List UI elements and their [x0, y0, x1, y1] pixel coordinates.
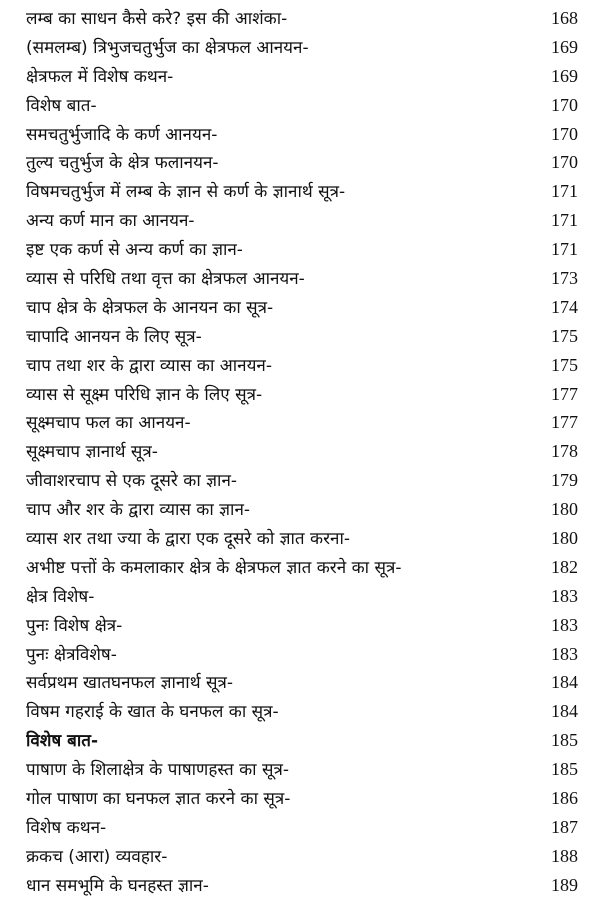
toc-entry-title: चापादि आनयन के लिए सूत्र-: [26, 326, 202, 347]
toc-entry-title: अभीष्ट पत्तों के कमलाकार क्षेत्र के क्षेत्रफल ज्ञात करने का सूत्र-: [26, 557, 402, 578]
toc-entry-title: विशेष बात-: [26, 95, 97, 116]
toc-entry-page-number: 170: [551, 94, 578, 115]
toc-entry-title: पुनः क्षेत्रविशेष-: [26, 644, 117, 665]
toc-entry: [26, 4, 578, 33]
toc-entry-page-number: 177: [551, 412, 578, 433]
toc-entry: [26, 437, 578, 466]
toc-entry: [26, 524, 578, 553]
toc-entry-page-number: 178: [551, 441, 578, 462]
toc-entry: [26, 697, 578, 726]
toc-entry-title: सूक्ष्मचाप फल का आनयन-: [26, 413, 191, 434]
table-of-contents: [26, 4, 578, 900]
toc-entry-title: चाप क्षेत्र के क्षेत्रफल के आनयन का सूत्र-: [26, 297, 274, 318]
toc-entry-page-number: 171: [551, 239, 578, 260]
toc-entry-page-number: 183: [551, 643, 578, 664]
toc-entry-page-number: 184: [551, 701, 578, 722]
toc-entry-title: व्यास से परिधि तथा वृत्त का क्षेत्रफल आनयन-: [26, 269, 305, 290]
toc-entry-page-number: 180: [551, 528, 578, 549]
toc-entry: [26, 322, 578, 351]
toc-entry: [26, 91, 578, 120]
toc-entry-title: व्यास शर तथा ज्या के द्वारा एक दूसरे को ज्ञात करना-: [26, 529, 351, 550]
toc-entry-page-number: 183: [551, 585, 578, 606]
toc-entry-title: विशेष बात-: [26, 731, 99, 752]
toc-entry: [26, 148, 578, 177]
toc-entry: [26, 611, 578, 640]
toc-entry-title: क्षेत्रफल में विशेष कथन-: [26, 66, 174, 87]
toc-entry-page-number: 183: [551, 614, 578, 635]
toc-entry: [26, 755, 578, 784]
toc-entry-page-number: 174: [551, 296, 578, 317]
toc-entry-page-number: 169: [551, 36, 578, 57]
toc-entry-title: इष्ट एक कर्ण से अन्य कर्ण का ज्ञान-: [26, 240, 243, 261]
toc-entry: [26, 466, 578, 495]
toc-entry: [26, 813, 578, 842]
toc-entry-page-number: 182: [551, 556, 578, 577]
toc-entry: [26, 264, 578, 293]
toc-entry: [26, 177, 578, 206]
toc-entry-title: समचतुर्भुजादि के कर्ण आनयन-: [26, 124, 218, 145]
toc-entry: [26, 293, 578, 322]
toc-entry: [26, 206, 578, 235]
toc-entry-page-number: 170: [551, 123, 578, 144]
toc-entry: [26, 62, 578, 91]
toc-entry-page-number: 187: [551, 816, 578, 837]
toc-entry-page-number: 179: [551, 470, 578, 491]
toc-entry: [26, 408, 578, 437]
toc-entry-page-number: 185: [551, 730, 578, 751]
toc-entry-page-number: 169: [551, 65, 578, 86]
toc-entry: [26, 553, 578, 582]
toc-entry-page-number: 189: [551, 874, 578, 895]
toc-entry-page-number: 175: [551, 325, 578, 346]
toc-entry: [26, 351, 578, 380]
toc-entry-title: चाप और शर के द्वारा व्यास का ज्ञान-: [26, 500, 251, 521]
toc-entry-page-number: 170: [551, 152, 578, 173]
toc-entry-title: व्यास से सूक्ष्म परिधि ज्ञान के लिए सूत्र-: [26, 384, 263, 405]
toc-entry-title: सूक्ष्मचाप ज्ञानार्थ सूत्र-: [26, 442, 158, 463]
toc-entry-title: विषम गहराई के खात के घनफल का सूत्र-: [26, 702, 279, 723]
toc-entry-title: पाषाण के शिलाक्षेत्र के पाषाणहस्त का सूत्र-: [26, 760, 289, 781]
toc-entry-title: (समलम्ब) त्रिभुजचतुर्भुज का क्षेत्रफल आनयन-: [26, 37, 309, 58]
toc-entry-page-number: 177: [551, 383, 578, 404]
toc-entry-page-number: 171: [551, 181, 578, 202]
toc-entry-page-number: 185: [551, 759, 578, 780]
toc-entry-title: विशेष कथन-: [26, 817, 107, 838]
toc-entry-page-number: 168: [551, 8, 578, 28]
toc-entry-title: जीवाशरचाप से एक दूसरे का ज्ञान-: [26, 471, 238, 492]
toc-entry-title: लम्ब का साधन कैसे करे? इस की आशंका-: [26, 9, 288, 29]
toc-entry-title: धान समभूमि के घनहस्त ज्ञान-: [26, 875, 209, 896]
toc-entry-title: सर्वप्रथम खातघनफल ज्ञानार्थ सूत्र-: [26, 673, 233, 694]
toc-entry: [26, 120, 578, 149]
toc-entry-page-number: 173: [551, 268, 578, 289]
toc-entry: [26, 33, 578, 62]
toc-entry: [26, 380, 578, 409]
toc-entry: [26, 582, 578, 611]
toc-entry: [26, 842, 578, 871]
toc-entry: [26, 495, 578, 524]
toc-entry: [26, 640, 578, 669]
toc-entry-page-number: 180: [551, 499, 578, 520]
toc-entry-title: चाप तथा शर के द्वारा व्यास का आनयन-: [26, 355, 273, 376]
toc-entry-page-number: 186: [551, 788, 578, 809]
toc-entry: [26, 871, 578, 900]
toc-entry: [26, 726, 578, 755]
toc-entry: [26, 235, 578, 264]
toc-entry-title: विषमचतुर्भुज में लम्ब के ज्ञान से कर्ण के ज्ञानार्थ सूत्र-: [26, 182, 346, 203]
toc-entry-title: क्षेत्र विशेष-: [26, 586, 95, 607]
toc-entry-title: गोल पाषाण का घनफल ज्ञात करने का सूत्र-: [26, 789, 291, 810]
toc-entry-title: अन्य कर्ण मान का आनयन-: [26, 211, 195, 232]
toc-entry: [26, 784, 578, 813]
toc-entry-page-number: 175: [551, 354, 578, 375]
toc-entry-title: पुनः विशेष क्षेत्र-: [26, 615, 123, 636]
toc-entry-page-number: 184: [551, 672, 578, 693]
toc-entry: [26, 668, 578, 697]
toc-entry-title: तुल्य चतुर्भुज के क्षेत्र फलानयन-: [26, 153, 219, 174]
toc-entry-title: क्रकच (आरा) व्यवहार-: [26, 846, 168, 867]
toc-entry-page-number: 188: [551, 845, 578, 866]
toc-entry-page-number: 171: [551, 210, 578, 231]
